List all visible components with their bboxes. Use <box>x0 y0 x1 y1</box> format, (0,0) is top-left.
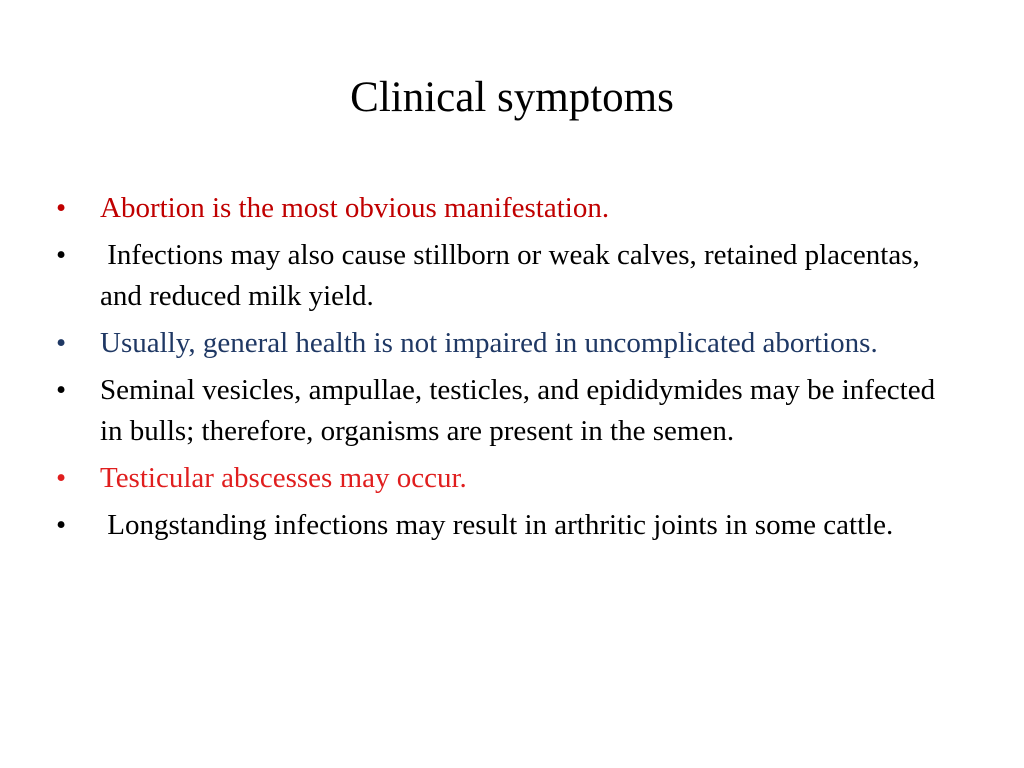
slide-title: Clinical symptoms <box>350 74 674 121</box>
bullet-text: Seminal vesicles, ampullae, testicles, and epididymides may be infected in bulls; therefore, organisms are present in the semen. <box>100 374 936 447</box>
bullet-item <box>56 370 956 452</box>
bullet-text: Usually, general health is not impaired in uncomplicated abortions. <box>100 327 878 359</box>
bullet-text: Testicular abscesses may occur. <box>100 462 467 494</box>
bullet-marker: • <box>56 374 67 406</box>
bullet-marker: • <box>56 327 67 359</box>
bullet-list <box>56 188 956 552</box>
bullet-item <box>56 188 956 229</box>
bullet-text: Abortion is the most obvious manifestation. <box>100 192 610 224</box>
bullet-marker: • <box>56 239 67 271</box>
bullet-text: Infections may also cause stillborn or weak calves, retained placentas, and reduced milk yield. <box>100 239 927 312</box>
bullet-marker: • <box>56 509 67 541</box>
bullet-text: Longstanding infections may result in arthritic joints in some cattle. <box>100 509 894 541</box>
bullet-item <box>56 235 956 317</box>
bullet-item <box>56 505 956 546</box>
bullet-marker: • <box>56 192 67 224</box>
bullet-item <box>56 323 956 364</box>
bullet-item <box>56 458 956 499</box>
bullet-marker: • <box>56 462 67 494</box>
